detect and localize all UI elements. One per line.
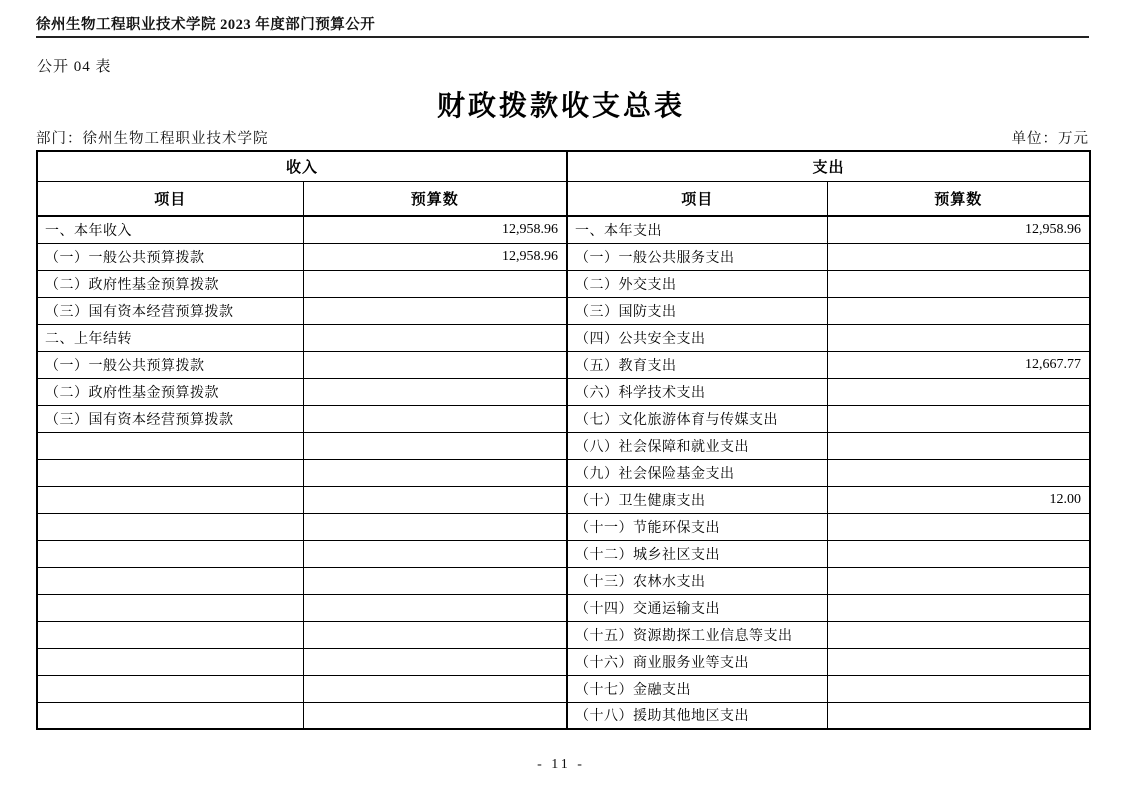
income-item-column-header: 项目 — [37, 181, 303, 216]
table-row — [37, 270, 1090, 297]
income-item-cell — [37, 540, 303, 567]
section-header-row — [37, 151, 1090, 181]
expense-budget-cell — [827, 648, 1090, 675]
table-row — [37, 567, 1090, 594]
table-row — [37, 594, 1090, 621]
form-number-label: 公开 04 表 — [37, 59, 112, 75]
expense-item-cell: （二）外交支出 — [567, 270, 827, 297]
expense-budget-cell — [827, 459, 1090, 486]
income-item-cell: （二）政府性基金预算拨款 — [37, 378, 303, 405]
department-label: 部门：徐州生物工程职业技术学院 — [36, 131, 269, 147]
income-budget-cell — [303, 675, 567, 702]
income-item-cell: （一）一般公共预算拨款 — [37, 351, 303, 378]
income-budget-column-header: 预算数 — [303, 181, 567, 216]
budget-summary-table — [36, 150, 1091, 730]
income-item-cell: 二、上年结转 — [37, 324, 303, 351]
table-row — [37, 216, 1090, 243]
expense-item-cell: （十八）援助其他地区支出 — [567, 702, 827, 729]
expense-budget-cell — [827, 513, 1090, 540]
table-meta-row — [36, 127, 1089, 148]
table-row — [37, 675, 1090, 702]
expense-budget-cell — [827, 567, 1090, 594]
expense-item-cell: （十四）交通运输支出 — [567, 594, 827, 621]
expense-budget-cell — [827, 540, 1090, 567]
expense-budget-cell — [827, 324, 1090, 351]
table-row — [37, 405, 1090, 432]
expense-item-cell: （八）社会保障和就业支出 — [567, 432, 827, 459]
income-budget-cell — [303, 459, 567, 486]
expense-budget-cell: 12.00 — [827, 486, 1090, 513]
income-item-cell: （三）国有资本经营预算拨款 — [37, 405, 303, 432]
income-budget-cell — [303, 324, 567, 351]
expense-budget-cell — [827, 270, 1090, 297]
table-row — [37, 378, 1090, 405]
expense-budget-cell: 12,958.96 — [827, 216, 1090, 243]
expense-item-cell: （十三）农林水支出 — [567, 567, 827, 594]
table-row — [37, 486, 1090, 513]
income-budget-cell: 12,958.96 — [303, 216, 567, 243]
table-row — [37, 513, 1090, 540]
expense-item-cell: （十一）节能环保支出 — [567, 513, 827, 540]
table-row — [37, 459, 1090, 486]
table-row — [37, 432, 1090, 459]
table-row — [37, 648, 1090, 675]
income-budget-cell: 12,958.96 — [303, 243, 567, 270]
unit-label: 单位：万元 — [1011, 131, 1089, 147]
expense-item-cell: （一）一般公共服务支出 — [567, 243, 827, 270]
income-budget-cell — [303, 351, 567, 378]
income-item-cell — [37, 459, 303, 486]
income-budget-cell — [303, 648, 567, 675]
expense-budget-cell — [827, 297, 1090, 324]
expense-section-header: 支出 — [567, 151, 1090, 181]
expense-item-cell: （十）卫生健康支出 — [567, 486, 827, 513]
income-item-cell — [37, 432, 303, 459]
expense-budget-cell: 12,667.77 — [827, 351, 1090, 378]
income-budget-cell — [303, 594, 567, 621]
expense-item-cell: （十六）商业服务业等支出 — [567, 648, 827, 675]
expense-item-cell: （七）文化旅游体育与传媒支出 — [567, 405, 827, 432]
income-budget-cell — [303, 486, 567, 513]
income-item-cell — [37, 675, 303, 702]
income-item-cell — [37, 486, 303, 513]
income-budget-cell — [303, 702, 567, 729]
table-row — [37, 243, 1090, 270]
expense-item-column-header: 项目 — [567, 181, 827, 216]
page-number: - 11 - — [537, 757, 585, 772]
income-budget-cell — [303, 432, 567, 459]
income-budget-cell — [303, 540, 567, 567]
expense-budget-cell — [827, 675, 1090, 702]
table-row — [37, 702, 1090, 729]
income-item-cell: （二）政府性基金预算拨款 — [37, 270, 303, 297]
income-budget-cell — [303, 405, 567, 432]
expense-item-cell: （五）教育支出 — [567, 351, 827, 378]
expense-item-cell: （十七）金融支出 — [567, 675, 827, 702]
table-row — [37, 351, 1090, 378]
header-divider — [36, 36, 1089, 38]
document-header-title: 徐州生物工程职业技术学院 2023 年度部门预算公开 — [36, 17, 376, 33]
page-title: 财政拨款收支总表 — [436, 91, 685, 122]
income-item-cell — [37, 567, 303, 594]
income-budget-cell — [303, 378, 567, 405]
income-item-cell — [37, 648, 303, 675]
expense-item-cell: （六）科学技术支出 — [567, 378, 827, 405]
expense-budget-cell — [827, 702, 1090, 729]
table-row — [37, 621, 1090, 648]
column-header-row — [37, 181, 1090, 216]
income-budget-cell — [303, 270, 567, 297]
income-item-cell — [37, 513, 303, 540]
expense-item-cell: 一、本年支出 — [567, 216, 827, 243]
table-row — [37, 324, 1090, 351]
table-row — [37, 540, 1090, 567]
expense-budget-cell — [827, 378, 1090, 405]
expense-item-cell: （十二）城乡社区支出 — [567, 540, 827, 567]
income-budget-cell — [303, 297, 567, 324]
income-budget-cell — [303, 567, 567, 594]
expense-budget-cell — [827, 243, 1090, 270]
expense-item-cell: （三）国防支出 — [567, 297, 827, 324]
expense-item-cell: （四）公共安全支出 — [567, 324, 827, 351]
income-item-cell — [37, 702, 303, 729]
expense-budget-cell — [827, 405, 1090, 432]
income-budget-cell — [303, 513, 567, 540]
income-section-header: 收入 — [37, 151, 567, 181]
income-budget-cell — [303, 621, 567, 648]
expense-budget-cell — [827, 621, 1090, 648]
expense-budget-column-header: 预算数 — [827, 181, 1090, 216]
income-item-cell: （三）国有资本经营预算拨款 — [37, 297, 303, 324]
expense-budget-cell — [827, 594, 1090, 621]
income-item-cell — [37, 594, 303, 621]
income-item-cell: （一）一般公共预算拨款 — [37, 243, 303, 270]
income-item-cell: 一、本年收入 — [37, 216, 303, 243]
expense-item-cell: （十五）资源勘探工业信息等支出 — [567, 621, 827, 648]
expense-budget-cell — [827, 432, 1090, 459]
income-item-cell — [37, 621, 303, 648]
table-row — [37, 297, 1090, 324]
expense-item-cell: （九）社会保险基金支出 — [567, 459, 827, 486]
